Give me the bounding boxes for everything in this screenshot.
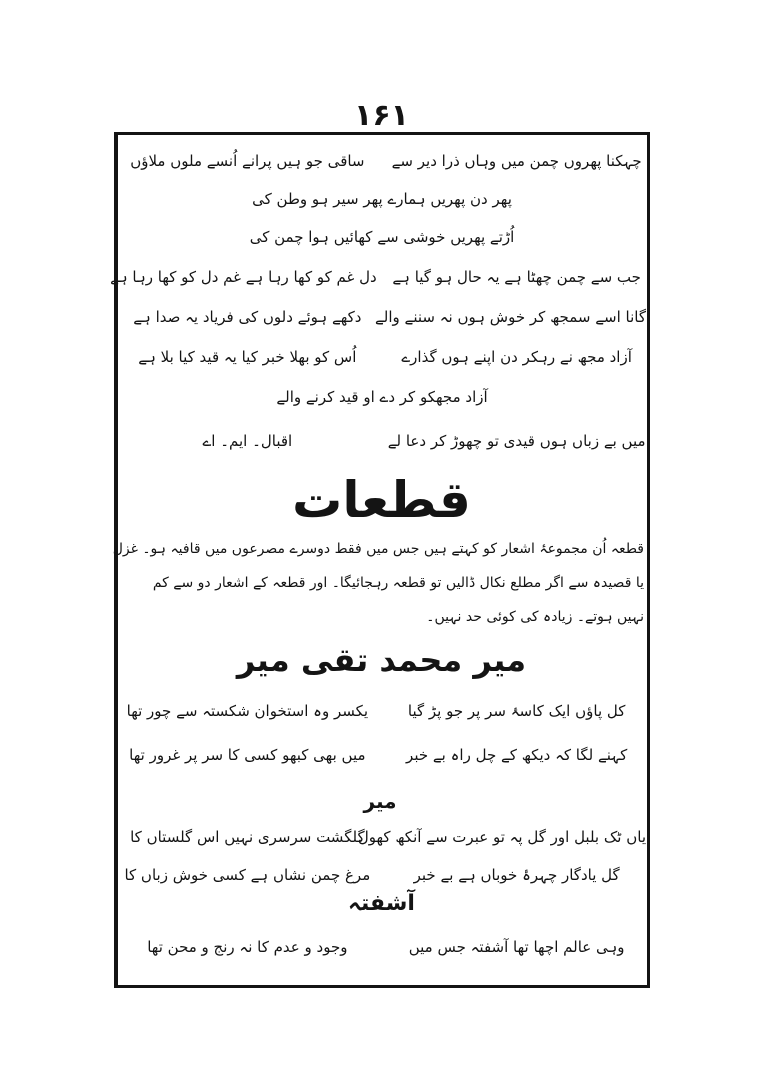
verse-line (118, 430, 646, 452)
definition-line: یا قصیدہ سے اگر مطلع نکال ڈالیں تو قطعہ رہجائیگا۔ اور قطعہ کے اشعار دو سے کم (152, 575, 644, 591)
verse-line (118, 150, 646, 172)
verse-half: یکسر وہ استخوان شکستہ سے چور تھا (126, 702, 369, 720)
verse-line: آزاد مجھکو کر دے او قید کرنے والے (276, 388, 488, 406)
verse-half: گانا اسے سمجھ کر خوش ہوں نہ سننے والے (375, 308, 646, 326)
page-frame (110, 132, 650, 988)
verse-half: وجود و عدم کا نہ رنج و محن تھا (147, 938, 348, 956)
verse-half: دل غم کو کھا رہا ہے غم دل کو کھا رہا ہے (110, 268, 377, 286)
section-title: قطعات (292, 471, 471, 529)
poet-heading: میر محمد تقی میر (236, 641, 527, 679)
verse-half: میں بے زباں ہوں قیدی تو چھوڑ کر دعا لے (387, 432, 646, 450)
verse-half: مرغ چمن نشاں ہے کسی خوش زباں کا (124, 866, 371, 884)
verse-line (118, 306, 646, 328)
poet-heading: آشفتہ (348, 891, 415, 916)
verse-line (118, 346, 646, 368)
verse-half: ساقی جو ہیں پرانے اُنسے ملوں ملاؤں (130, 152, 365, 170)
verse-line (118, 744, 646, 766)
poet-heading: میر (363, 789, 397, 813)
verse-line (118, 700, 646, 722)
verse-half: دکھے ہوئے دلوں کی فریاد یہ صدا ہے (133, 308, 362, 326)
definition-line: قطعہ اُن مجموعۂ اشعار کو کہتے ہیں جس میں فقط دوسرے مصرعوں میں قافیہ ہو۔ غزل (112, 541, 644, 557)
definition-line: نہیں ہوتے۔ زیادہ کی کوئی حد نہیں۔ (426, 609, 644, 625)
verse-half: کل پاؤں ایک کاسۂ سر پر جو پڑ گیا (407, 702, 626, 720)
verse-half: گل یادگار چہرۂ خوباں ہے بے خبر (413, 866, 620, 884)
verse-half: وہی عالم اچھا تھا آشفتہ جس میں (408, 938, 625, 956)
verse-half: گلگشت سرسری نہیں اس گلستاں کا (130, 828, 365, 846)
verse-half: آزاد مجھ نے رہکر دن اپنے ہوں گذارے (401, 348, 632, 366)
poem-author: اقبال۔ ایم۔ اے (202, 432, 293, 450)
page-number: ۱۶۱ (354, 98, 409, 133)
verse-line: پھر دن پھریں ہمارے پھر سیر ہو وطن کی (252, 190, 512, 208)
verse-line: اُڑتے پھریں خوشی سے کھائیں ہوا چمن کی (249, 228, 515, 246)
verse-line (110, 266, 646, 288)
verse-half: جب سے چمن چھٹا ہے یہ حال ہو گیا ہے (392, 268, 641, 286)
verse-half: میں بھی کبھو کسی کا سر پر غرور تھا (129, 746, 366, 764)
verse-half: اُس کو بھلا خبر کیا یہ قید کیا بلا ہے (138, 348, 357, 366)
verse-half: یاں ٹک بلبل اور گل پہ تو عبرت سے آنکھ کھول (357, 828, 646, 846)
verse-half: چہکنا پھروں چمن میں وہاں ذرا دیر سے (391, 152, 642, 170)
verse-line (118, 864, 646, 886)
verse-line (118, 936, 646, 958)
verse-line (118, 826, 646, 848)
verse-half: کہنے لگا کہ دیکھ کے چل راہ بے خبر (406, 746, 628, 764)
